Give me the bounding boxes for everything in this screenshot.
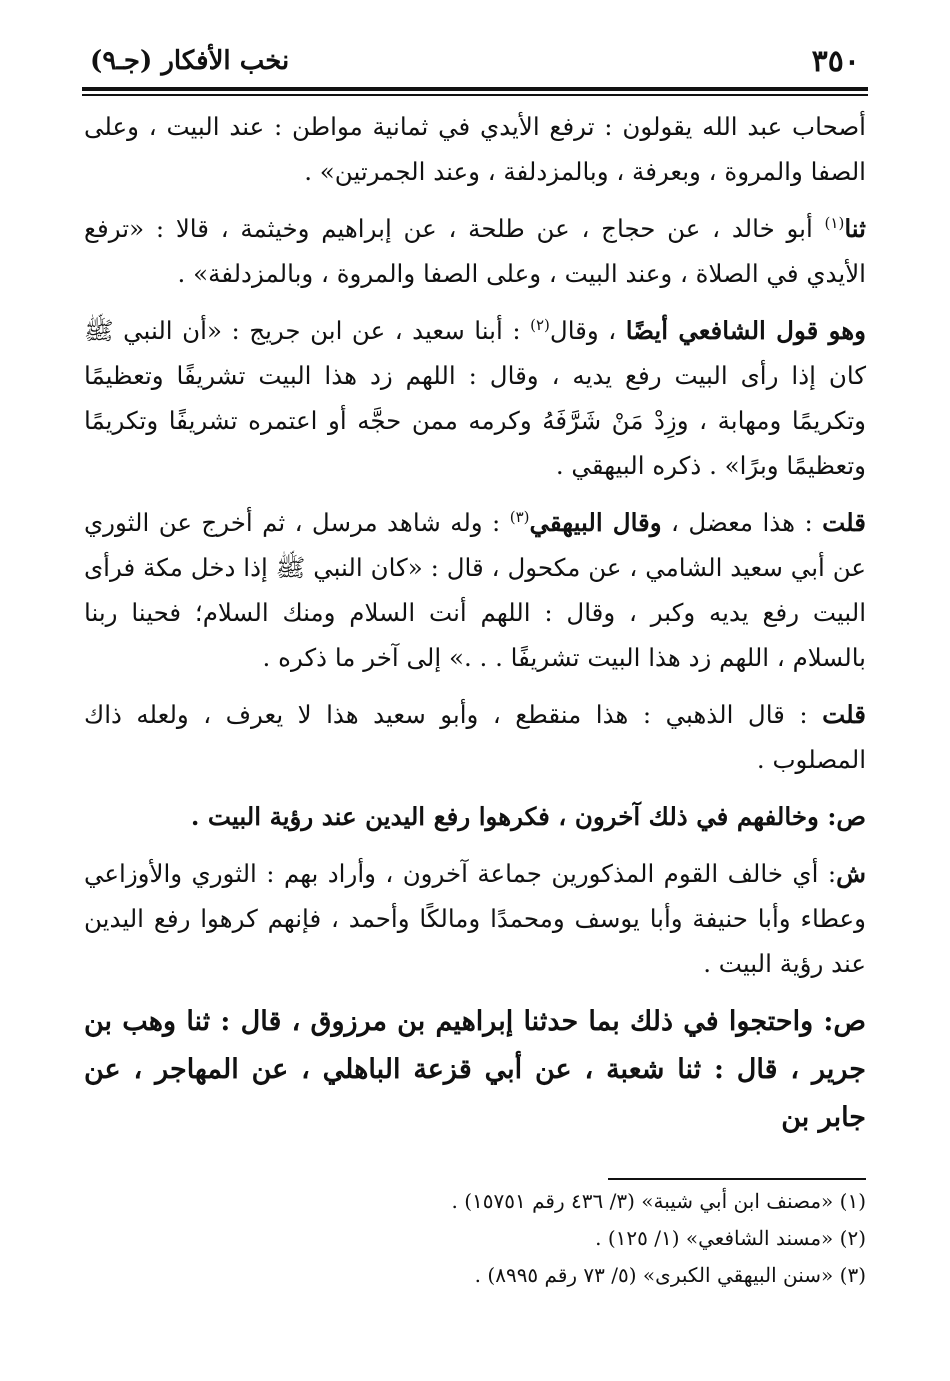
paragraph-text: : وله شاهد مرسل ، ثم أخرج عن الثوري عن أبي سعيد الشامي ، عن مكحول ، قال : «كان النبي ﷺ إذا دخل مكة فرأى البيت رفع يديه وكبر ، وقال : اللهم أنت السلام ومنك السلام؛ فحينا ربنا بالسلام ، اللهم زد هذا البيت تشريفًا . . .» إلى آخر ما ذكره . [84, 508, 866, 672]
paragraph-lead: وهو قول الشافعي أيضًا [625, 316, 866, 345]
paragraph-text: : وخالفهم في ذلك آخرون ، فكرهوا رفع اليدين عند رؤية البيت . [190, 802, 837, 831]
footnote-rule [608, 1178, 866, 1180]
footnote-ref[interactable]: (٣) [509, 507, 530, 526]
paragraph-lead: ص [836, 802, 866, 831]
footnotes [84, 1183, 866, 1294]
paragraph-lead: ش [836, 859, 866, 888]
page-number: ٣٥٠ [811, 44, 860, 79]
paragraph-text: : قال الذهبي : هذا منقطع ، وأبو سعيد هذا لا يعرف ، ولعله ذاك المصلوب . [84, 700, 866, 774]
paragraph-lead: ص [833, 1006, 866, 1037]
book-title: نخب الأفكار (جـ٩) [90, 46, 290, 76]
page-header [82, 40, 868, 86]
paragraph-1 [84, 104, 866, 194]
paragraph-text: أبو خالد ، عن حجاج ، عن طلحة ، عن إبراهيم وخيثمة ، قالا : «ترفع الأيدي في الصلاة ، وعند البيت ، وعلى الصفا والمروة ، وبالمزدلفة» . [84, 214, 866, 288]
paragraph-text: : أبنا سعيد ، عن ابن جريج : «أن النبي ﷺ كان إذا رأى البيت رفع يديه ، وقال : اللهم زد هذا البيت تشريفًا وتعظيمًا وتكريمًا ومهابة ، وزِدْ مَنْ شَرَّفَهُ وكرمه ممن حجَّه أو اعتمره تشريفًا وتكريمًا وتعظيمًا وبرًا» . ذكره البيهقي . [84, 316, 866, 480]
footnote-ref[interactable]: (٢) [530, 315, 550, 334]
paragraph-text-a: : هذا معضل ، [661, 508, 823, 537]
header-rule-thick [82, 87, 868, 91]
paragraph-lead-2: وقال البيهقي [529, 508, 662, 537]
paragraph-lead: ثنا [844, 214, 866, 243]
paragraph-lead: قلت [822, 508, 866, 537]
footnote-1: (١) «مصنف ابن أبي شيبة» (٣/ ٤٣٦ رقم ١٥٧٥١) . [451, 1189, 866, 1213]
paragraph-text: : واحتجوا في ذلك بما حدثنا إبراهيم بن مرزوق ، قال : ثنا وهب بن جرير ، قال : ثنا شعبة ، عن أبي قزعة الباهلي ، عن المهاجر ، عن جابر بن [84, 1006, 866, 1133]
paragraph-text-a: ، وقال [549, 316, 626, 345]
paragraph-lead: قلت [822, 700, 866, 729]
footnote-ref[interactable]: (١) [824, 213, 845, 232]
paragraph-3 [84, 308, 866, 488]
paragraph-2 [84, 206, 866, 296]
paragraph-4 [84, 500, 866, 680]
paragraph-6 [84, 794, 866, 839]
paragraph-8 [84, 998, 866, 1142]
paragraph-5 [84, 692, 866, 782]
paragraph-text: أصحاب عبد الله يقولون : ترفع الأيدي في ثمانية مواطن : عند البيت ، وعلى الصفا والمروة ، وبعرفة ، وبالمزدلفة ، وعند الجمرتين» . [84, 112, 866, 186]
main-text [84, 104, 866, 1154]
paragraph-7 [84, 851, 866, 986]
footnote-2: (٢) «مسند الشافعي» (١/ ١٢٥) . [595, 1226, 866, 1250]
paragraph-text: : أي خالف القوم المذكورين جماعة آخرون ، وأراد بهم : الثوري والأوزاعي وعطاء وأبا حنيفة وأبا يوسف ومحمدًا ومالكًا وأحمد ، فإنهم كرهوا رفع اليدين عند رؤية البيت . [84, 859, 866, 978]
footnote-3: (٣) «سنن البيهقي الكبرى» (٥/ ٧٣ رقم ٨٩٩٥) . [474, 1263, 866, 1287]
header-rule-thin [82, 94, 868, 96]
